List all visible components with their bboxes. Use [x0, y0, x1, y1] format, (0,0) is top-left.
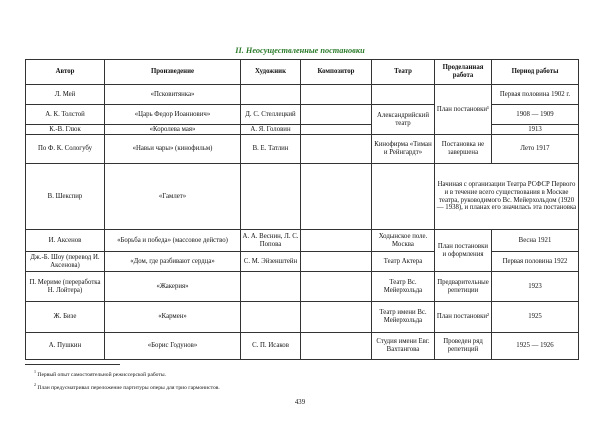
- period-cell: 1913: [492, 125, 579, 135]
- done-cell: Постановка не завершена: [435, 135, 492, 164]
- column-header: Произведение: [105, 60, 241, 85]
- productions-table: [25, 59, 579, 360]
- author-cell: Ж. Бизе: [26, 302, 105, 333]
- work-cell: «Кармен»: [105, 302, 241, 333]
- work-cell: «Борьба и победа» (массовое действо): [105, 230, 241, 252]
- artist-cell: [241, 164, 301, 230]
- done-cell: План постановки²: [435, 302, 492, 333]
- table-row: [26, 230, 579, 252]
- table-row: [26, 333, 579, 360]
- theatre-cell: Студия имени Евг. Вахтангова: [372, 333, 435, 360]
- section-title: II. Неосуществленные постановки: [235, 46, 365, 55]
- artist-cell: А. А. Веснин, Л. С. Попова: [241, 230, 301, 252]
- footnote-divider: [25, 364, 120, 365]
- author-cell: В. Шекспир: [26, 164, 105, 230]
- footnote-2: [34, 380, 220, 393]
- composer-cell: [301, 252, 372, 272]
- column-header: Театр: [372, 60, 435, 85]
- author-cell: По Ф. К. Сологубу: [26, 135, 105, 164]
- table-row: [26, 272, 579, 302]
- table-row: [26, 302, 579, 333]
- footnote-1: [34, 367, 220, 380]
- theatre-cell: Театр Вс. Мейерхольда: [372, 272, 435, 302]
- footnote-text: План предусматривал переложение партитуры оперы для трио гармонистов.: [37, 384, 220, 391]
- footnotes: [34, 367, 220, 393]
- composer-cell: [301, 164, 372, 230]
- work-cell: «Псковитянка»: [105, 85, 241, 105]
- artist-cell: С. М. Эйзенштейн: [241, 252, 301, 272]
- theatre-cell: Александрийский театр: [372, 105, 435, 135]
- author-cell: А. Пушкин: [26, 333, 105, 360]
- column-header: Композитор: [301, 60, 372, 85]
- work-cell: «Королева мая»: [105, 125, 241, 135]
- composer-cell: [301, 333, 372, 360]
- table-row: [26, 125, 579, 135]
- author-cell: К.-В. Глюк: [26, 125, 105, 135]
- footnote-mark: 1: [34, 369, 36, 374]
- composer-cell: [301, 125, 372, 135]
- composer-cell: [301, 230, 372, 252]
- work-cell: «Жакерия»: [105, 272, 241, 302]
- done-period-cell: Начиная с организации Театра РСФСР Первого и в течение всего существования в Москве театра, руководимого Вс. Мейерхольдом (1920 — 1938), и планах его значилась эта постановка: [435, 164, 579, 230]
- page-number: 439: [294, 399, 306, 406]
- table-row: [26, 135, 579, 164]
- composer-cell: [301, 302, 372, 333]
- composer-cell: [301, 272, 372, 302]
- period-cell: 1925: [492, 302, 579, 333]
- artist-cell: [241, 302, 301, 333]
- period-cell: Первая половина 1902 г.: [492, 85, 579, 105]
- table-row: [26, 105, 579, 125]
- author-cell: П. Мериме (переработка Н. Лойтера): [26, 272, 105, 302]
- artist-cell: В. Е. Татлин: [241, 135, 301, 164]
- artist-cell: С. П. Исаков: [241, 333, 301, 360]
- author-cell: А. К. Толстой: [26, 105, 105, 125]
- work-cell: «Дом, где разбивают сердца»: [105, 252, 241, 272]
- author-cell: Л. Мей: [26, 85, 105, 105]
- column-header: Проделанная работа: [435, 60, 492, 85]
- composer-cell: [301, 105, 372, 125]
- theatre-cell: Театр Актера: [372, 252, 435, 272]
- theatre-cell: Кинофирма «Тиман и Рейнгардт»: [372, 135, 435, 164]
- period-cell: 1925 — 1926: [492, 333, 579, 360]
- composer-cell: [301, 85, 372, 105]
- table-row: [26, 252, 579, 272]
- done-cell: План постановки и оформления: [435, 230, 492, 272]
- artist-cell: А. Я. Головин: [241, 125, 301, 135]
- done-cell: Предварительные репетиции: [435, 272, 492, 302]
- table-header-row: [26, 60, 579, 85]
- work-cell: «Навьи чары» (кинофильм): [105, 135, 241, 164]
- period-cell: Лето 1917: [492, 135, 579, 164]
- author-cell: Дж.-Б. Шоу (перевод И. Аксенова): [26, 252, 105, 272]
- theatre-cell: Ходынское поле. Москва: [372, 230, 435, 252]
- work-cell: «Царь Федор Иоаннович»: [105, 105, 241, 125]
- column-header: Автор: [26, 60, 105, 85]
- column-header: Период работы: [492, 60, 579, 85]
- period-cell: Первая половина 1922: [492, 252, 579, 272]
- artist-cell: [241, 85, 301, 105]
- column-header: Художник: [241, 60, 301, 85]
- author-cell: И. Аксенов: [26, 230, 105, 252]
- artist-cell: [241, 272, 301, 302]
- table-row: [26, 164, 579, 230]
- footnote-text: Первый опыт самостоятельной режиссерской работы.: [37, 371, 166, 378]
- theatre-cell: [372, 164, 435, 230]
- footnote-mark: 2: [34, 381, 36, 387]
- period-cell: 1908 — 1909: [492, 105, 579, 125]
- theatre-cell: [372, 85, 435, 105]
- work-cell: «Борис Годунов»: [105, 333, 241, 360]
- period-cell: Весна 1921: [492, 230, 579, 252]
- work-cell: «Гамлет»: [105, 164, 241, 230]
- done-cell: План постановки¹: [435, 85, 492, 135]
- table-row: [26, 85, 579, 105]
- theatre-cell: Театр имени Вс. Мейерхольда: [372, 302, 435, 333]
- artist-cell: Д. С. Стеллецкий: [241, 105, 301, 125]
- done-cell: Проведен ряд репетиций: [435, 333, 492, 360]
- composer-cell: [301, 135, 372, 164]
- period-cell: 1923: [492, 272, 579, 302]
